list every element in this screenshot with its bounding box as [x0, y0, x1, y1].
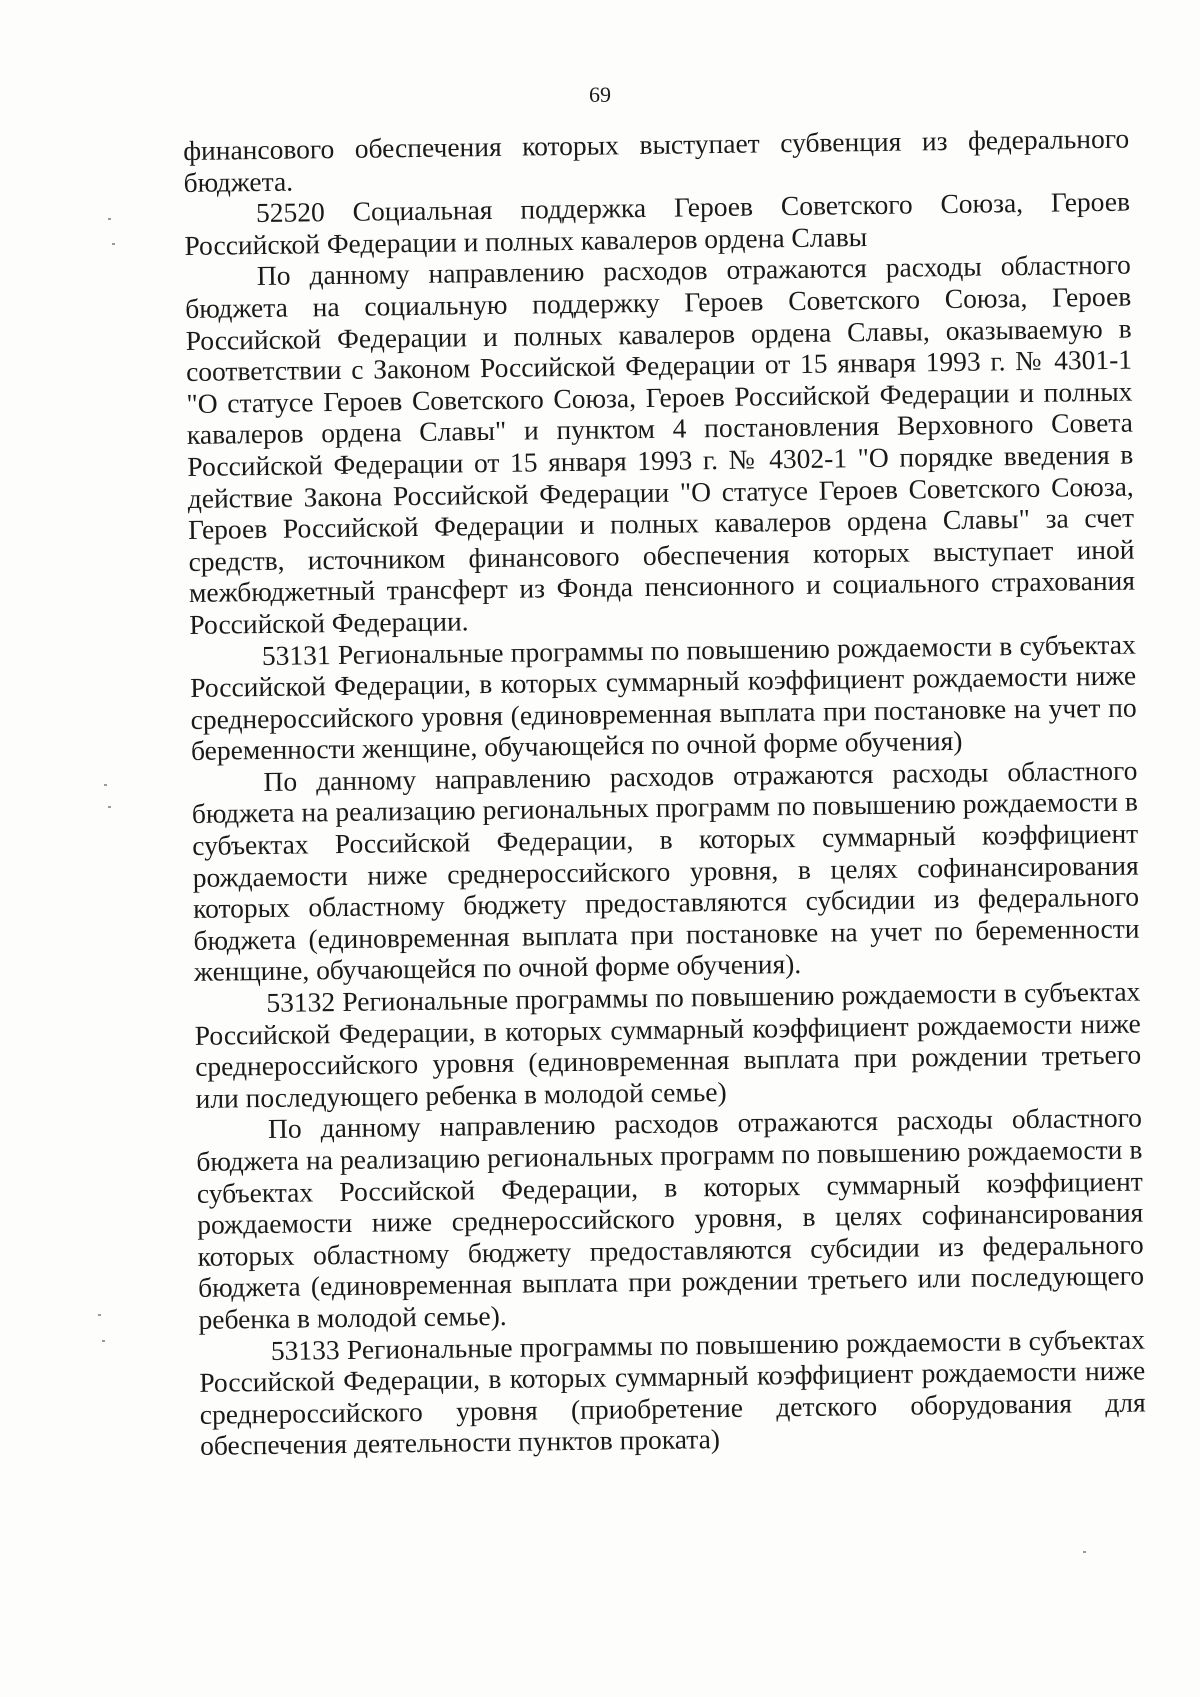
- heading-53133: 53133 Региональные программы по повышению рождаемости в субъектах Российской Федерации, в которых суммарный коэффициент рождаемости ниже среднероссийского уровня (приобретение детского оборудования для обеспечения деятельности пунктов проката): [199, 1323, 1146, 1462]
- scan-speck: [98, 1314, 101, 1316]
- scan-speck: [102, 1340, 105, 1342]
- heading-53132: 53132 Региональные программы по повышению рождаемости в субъектах Российской Федерации, в которых суммарный коэффициент рождаемости ниже среднероссийского уровня (единовременная выплата при рождении третьего или последующего ребенка в молодой семье): [194, 975, 1142, 1114]
- scan-speck: [112, 243, 115, 245]
- document-body: [183, 123, 1146, 1462]
- paragraph-continuation: финансового обеспечения которых выступает субвенция из федерального бюджета.: [183, 122, 1130, 198]
- scan-speck: [1083, 1551, 1086, 1553]
- scan-speck: [104, 784, 107, 786]
- heading-53131: 53131 Региональные программы по повышению рождаемости в субъектах Российской Федерации, в которых суммарный коэффициент рождаемости ниже среднероссийского уровня (единовременная выплата при постановке на учет по беременности женщине, обучающейся по очной форме обучения): [190, 628, 1137, 767]
- paragraph-52520-description: По данному направлению расходов отражаются расходы областного бюджета на социальную поддержку Героев Советского Союза, Героев Российской Федерации и полных кавалеров ордена Славы, оказываемую в соответствии с Законом Российской Федерации от 15 января 1993 г. № 4301-1 "О статусе Героев Советского Союза, Героев Российской Федерации и полных кавалеров ордена Славы" и пунктом 4 постановления Верховного Совета Российской Федерации от 15 января 1993 г. № 4302-1 "О порядке введения в действие Закона Российской Федерации "О статусе Героев Советского Союза, Героев Российской Федерации и полных кавалеров ордена Славы" за счет средств, источником финансового обеспечения которых выступает иной межбюджетный трансферт из Фонда пенсионного и социального страхования Российской Федерации.: [185, 248, 1136, 640]
- heading-52520: 52520 Социальная поддержка Героев Советского Союза, Героев Российской Федерации и полных кавалеров ордена Славы: [184, 185, 1131, 261]
- scan-speck: [108, 218, 111, 220]
- scan-speck: [108, 806, 111, 808]
- page-number: 69: [589, 82, 611, 107]
- paragraph-53132-description: По данному направлению расходов отражаются расходы областного бюджета на реализацию региональных программ по повышению рождаемости в субъектах Российской Федерации, в которых суммарный коэффициент рождаемости ниже среднероссийского уровня, в целях софинансирования которых областному бюджету предоставляются субсидии из федерального бюджета (единовременная выплата при рождении третьего или последующего ребенка в молодой семье).: [196, 1101, 1145, 1335]
- paragraph-53131-description: По данному направлению расходов отражаются расходы областного бюджета на реализацию региональных программ по повышению рождаемости в субъектах Российской Федерации, в которых суммарный коэффициент рождаемости ниже среднероссийского уровня, в целях софинансирования которых областному бюджету предоставляются субсидии из федерального бюджета (единовременная выплата при постановке на учет по беременности женщине, обучающейся по очной форме обучения).: [191, 754, 1140, 988]
